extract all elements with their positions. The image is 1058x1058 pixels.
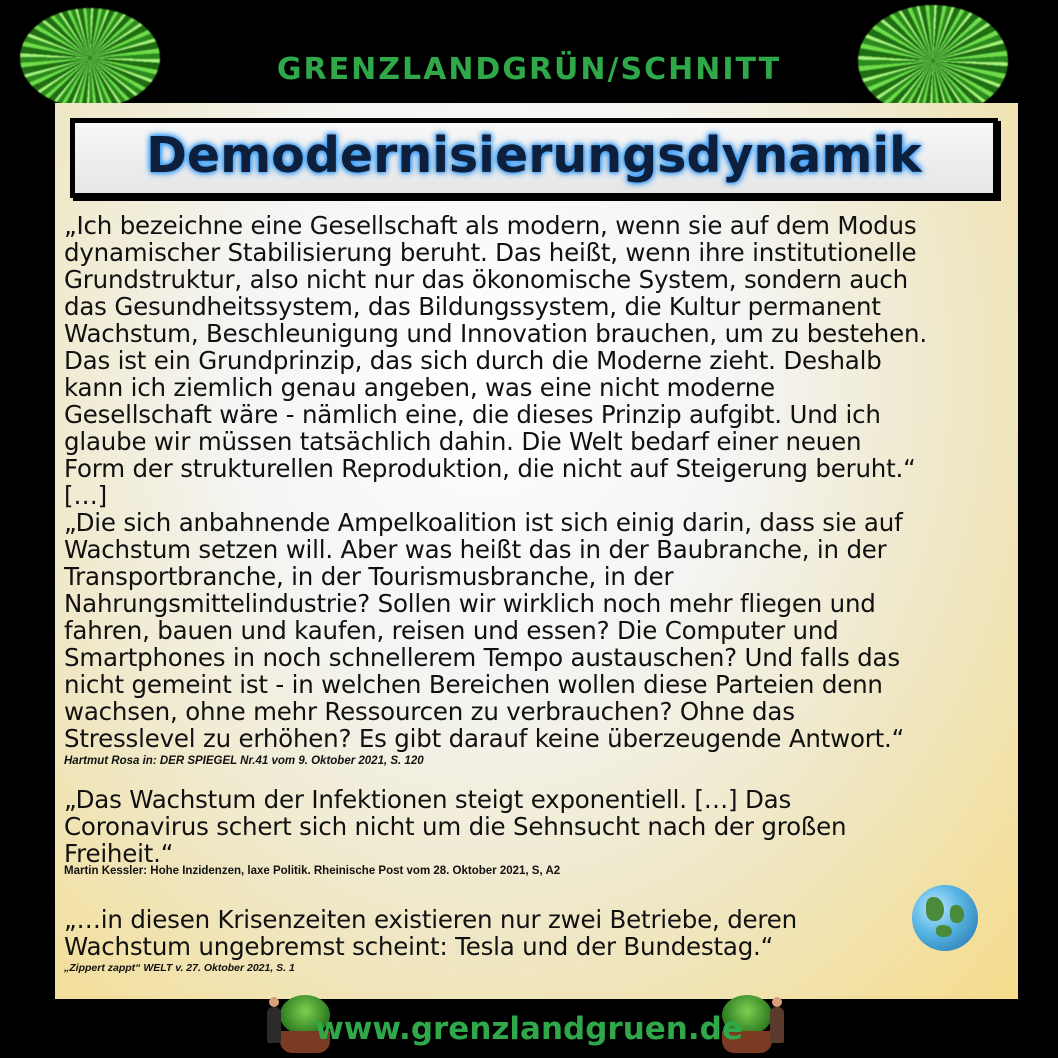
website-link[interactable]: www.grenzlandgruen.de	[315, 1011, 743, 1047]
quote-line: […]	[64, 481, 108, 510]
quote-line: das Gesundheitssystem, das Bildungssystem, die Kultur permanent	[64, 292, 881, 321]
headline: Demodernisierungsdynamik	[146, 127, 922, 184]
quote-line: „Ich bezeichne eine Gesellschaft als modern, wenn sie auf dem Modus	[64, 211, 917, 240]
quote-rosa	[64, 212, 1009, 752]
source-zippert: „Zippert zappt“ WELT v. 27. Oktober 2021, S. 1	[64, 962, 295, 974]
quote-line: Das ist ein Grundprinzip, das sich durch die Moderne zieht. Deshalb	[64, 346, 882, 375]
quote-line: wachsen, ohne mehr Ressourcen zu verbrauchen? Ohne das	[64, 697, 795, 726]
quote-line: Wachstum, Beschleunigung und Innovation brauchen, um zu bestehen.	[64, 319, 927, 348]
quote-zippert	[64, 906, 1009, 960]
source-rosa: Hartmut Rosa in: DER SPIEGEL Nr.41 vom 9. Oktober 2021, S. 120	[64, 755, 424, 767]
source-kessler: Martin Kessler: Hohe Inzidenzen, laxe Politik. Rheinische Post vom 28. Oktober 2021, S, A2	[64, 865, 561, 877]
quote-line: Transportbranche, in der Tourismusbranche, in der	[64, 562, 674, 591]
quote-line: Gesellschaft wäre - nämlich eine, die dieses Prinzip aufgibt. Und ich	[64, 400, 881, 429]
quote-line: Nahrungsmittelindustrie? Sollen wir wirklich noch mehr fliegen und	[64, 589, 876, 618]
quote-line: Wachstum setzen will. Aber was heißt das in der Baubranche, in der	[64, 535, 887, 564]
quote-line: fahren, bauen und kaufen, reisen und essen? Die Computer und	[64, 616, 839, 645]
headline-box	[70, 118, 998, 198]
quote-line: Wachstum ungebremst scheint: Tesla und der Bundestag.“	[64, 932, 774, 961]
quote-line: Coronavirus schert sich nicht um die Sehnsucht nach der großen	[64, 812, 847, 841]
quote-line: Freiheit.“	[64, 839, 174, 868]
quote-line: dynamischer Stabilisierung beruht. Das heißt, wenn ihre institutionelle	[64, 238, 917, 267]
quote-line: „Die sich anbahnende Ampelkoalition ist sich einig darin, dass sie auf	[64, 508, 903, 537]
quote-line: nicht gemeint ist - in welchen Bereichen wollen diese Parteien denn	[64, 670, 883, 699]
globe-icon	[912, 885, 978, 951]
quote-line: glaube wir müssen tatsächlich dahin. Die Welt bedarf einer neuen	[64, 427, 862, 456]
quote-line: kann ich ziemlich genau angeben, was eine nicht moderne	[64, 373, 775, 402]
quote-kessler	[64, 786, 1009, 867]
quote-line: Grundstruktur, also nicht nur das ökonomische System, sondern auch	[64, 265, 908, 294]
quote-line: „…in diesen Krisenzeiten existieren nur zwei Betriebe, deren	[64, 905, 797, 934]
brand-title: GRENZLANDGRÜN/SCHNITT	[276, 52, 782, 87]
quote-line: Form der strukturellen Reproduktion, die nicht auf Steigerung beruht.“	[64, 454, 916, 483]
quote-line: Smartphones in noch schnellerem Tempo austauschen? Und falls das	[64, 643, 900, 672]
quote-line: „Das Wachstum der Infektionen steigt exponentiell. […] Das	[64, 785, 792, 814]
quote-line: Stresslevel zu erhöhen? Es gibt darauf keine überzeugende Antwort.“	[64, 724, 905, 753]
